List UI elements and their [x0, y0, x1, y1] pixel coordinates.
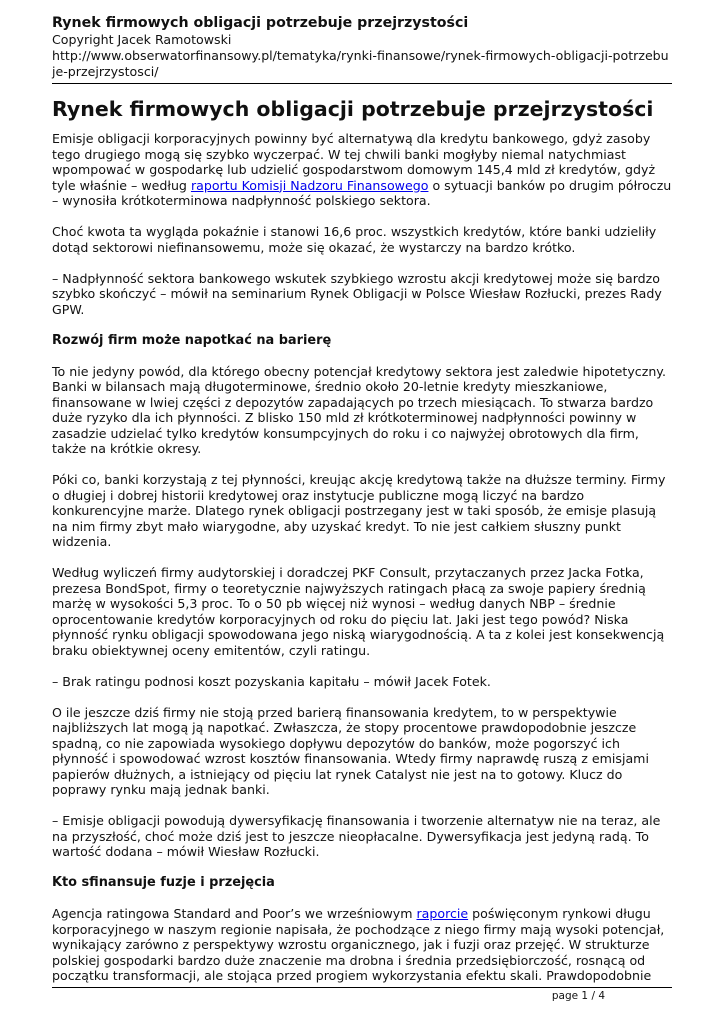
section-heading-1: Rozwój firm może napotkać na barierę [52, 332, 332, 348]
header-divider [52, 83, 672, 84]
paragraph-2: Choć kwota ta wygląda pokaźnie i stanowi 16,6 proc. wszystkich kredytów, które banki udzieliły dotąd sektorowi niefinansowemu, może się okazać, że wystarczy na bardzo krótko. [52, 224, 657, 255]
knf-report-link[interactable]: raportu Komisji Nadzoru Finansowego [190, 177, 429, 193]
footer-divider [52, 987, 672, 988]
paragraph-6: Według wyliczeń firmy audytorskiej i doradczej PKF Consult, przytaczanych przez Jacka Fotka, prezesa BondSpot, firmy o teoretycznie najwyższych ratingach płacą za swoje papiery średnią marżę w wysokości 5,3 proc. To o 50 pb więcej niż wynosi – według danych NBP – średnie oprocentowanie kredytów korporacyjnych od roku do pięciu lat. Jaki jest tego powód? Niska płynność rynku obligacji spowodowana jego niską wiarygodnością. A ta z kolei jest konsekwencją braku obiektywnej oceny emitentów, czyli ratingu. [52, 565, 665, 658]
header-url: http://www.obserwatorfinansowy.pl/tematyka/rynki-finansowe/rynek-firmowych-obligacji-potrzebuje-przejrzystosci/ [52, 48, 669, 79]
paragraph-10 [52, 906, 672, 984]
page-number: page 1 / 4 [551, 990, 605, 1002]
section-heading-2: Kto sfinansuje fuzje i przejęcia [52, 875, 275, 890]
sp-report-link[interactable]: raporcie [416, 906, 469, 921]
paragraph-7: – Brak ratingu podnosi koszt pozyskania kapitału – mówił Jacek Fotek. [52, 673, 491, 689]
paragraph-5: Póki co, banki korzystają z tej płynności, kreując akcję kredytową także na dłuższe terminy. Firmy o długiej i dobrej historii kredytowej oraz instytucje publiczne mogą liczyć na bardzo konkurencyjne marże. Dlatego rynek obligacji postrzegany jest w taki sposób, że emisje plasują na nim firmy zbyt mało wiarygodne, aby uzyskać kredyt. To nie jest całkiem słuszny punkt widzenia. [52, 472, 666, 549]
paragraph-3: – Nadpłynność sektora bankowego wskutek szybkiego wzrostu akcji kredytowej może się bardzo szybko skończyć – mówił na seminarium Rynek Obligacji w Polsce Wiesław Rozłucki, prezes Rady GPW. [52, 270, 662, 317]
article-title: Rynek firmowych obligacji potrzebuje przejrzystości [52, 97, 654, 121]
paragraph-1 [52, 131, 672, 209]
header-title: Rynek firmowych obligacji potrzebuje przejrzystości [52, 15, 469, 31]
document-header [52, 0, 672, 80]
paragraph-10-text-a: Agencja ratingowa Standard and Poor’s we wrześniowym [52, 906, 417, 921]
paragraph-4: To nie jedyny powód, dla którego obecny potencjał kredytowy sektora jest zaledwie hipotetyczny. Banki w bilansach mają długoterminowe, średnio około 20-letnie kredyty mieszkaniowe, finansowane w lwiej części z depozytów zapadających po trzech miesiącach. To stwarza bardzo duże ryzyko dla ich płynności. Z blisko 150 mld zł krótkoterminowej nadpłynności powinny w zasadzie udzielać tylko kredytów konsumpcyjnych do roku i co najwyżej obrotowych dla firm, także na krótkie okresy. [52, 363, 666, 456]
paragraph-1-text-a: Emisje obligacji korporacyjnych powinny być alternatywą dla kredytu bankowego, gdyż zasoby tego drugiego mogą się szybko wyczerpać. W tej chwili banki mogłyby niemal natychmiast wpompować w gospodarkę lub udzielić gospodarstwom domowym 145,4 mld zł kredytów, gdyż tyle właśnie – według [52, 131, 656, 193]
paragraph-1-text-b: o sytuacji banków po drugim półroczu – wynosiła krótkoterminowa nadpłynność polskiego sektora. [52, 177, 672, 208]
paragraph-10-text-b: poświęconym rynkowi długu korporacyjnego w naszym regionie napisała, że pochodzące z niego firmy mają wysoki potencjał, wynikający zarówno z perspektywy wzrostu organicznego, jak i fuzji oraz przejęć. W strukturze polskiej gospodarki bardzo duże znaczenie ma drobna i średnia przedsiębiorczość, rosnącą od początku transformacji, ale stojąca przed progiem wykorzystania efektu skali. Prawdopodobnie [52, 906, 665, 983]
paragraph-9: – Emisje obligacji powodują dywersyfikację finansowania i tworzenie alternatyw nie na teraz, ale na przyszłość, choć może dziś jest to jeszcze nieopłacalne. Dywersyfikacja jest jedyną radą. To wartość dodana – mówił Wiesław Rozłucki. [52, 813, 661, 859]
document-page [52, 0, 672, 999]
header-copyright: Copyright Jacek Ramotowski [52, 32, 232, 47]
paragraph-8: O ile jeszcze dziś firmy nie stoją przed barierą finansowania kredytem, to w perspektywie najbliższych lat mogą ją napotkać. Zwłaszcza, że stopy procentowe prawdopodobnie jeszcze spadną, co nie zapowiada wysokiego dopływu depozytów do banków, może pogorszyć ich płynność i spowodować wzrost kosztów finansowania. Wtedy firmy naprawdę ruszą z emisjami papierów dłużnych, a istniejący od pięciu lat rynek Catalyst nie jest na to gotowy. Klucz do poprawy rynku mają jednak banki. [52, 704, 649, 797]
